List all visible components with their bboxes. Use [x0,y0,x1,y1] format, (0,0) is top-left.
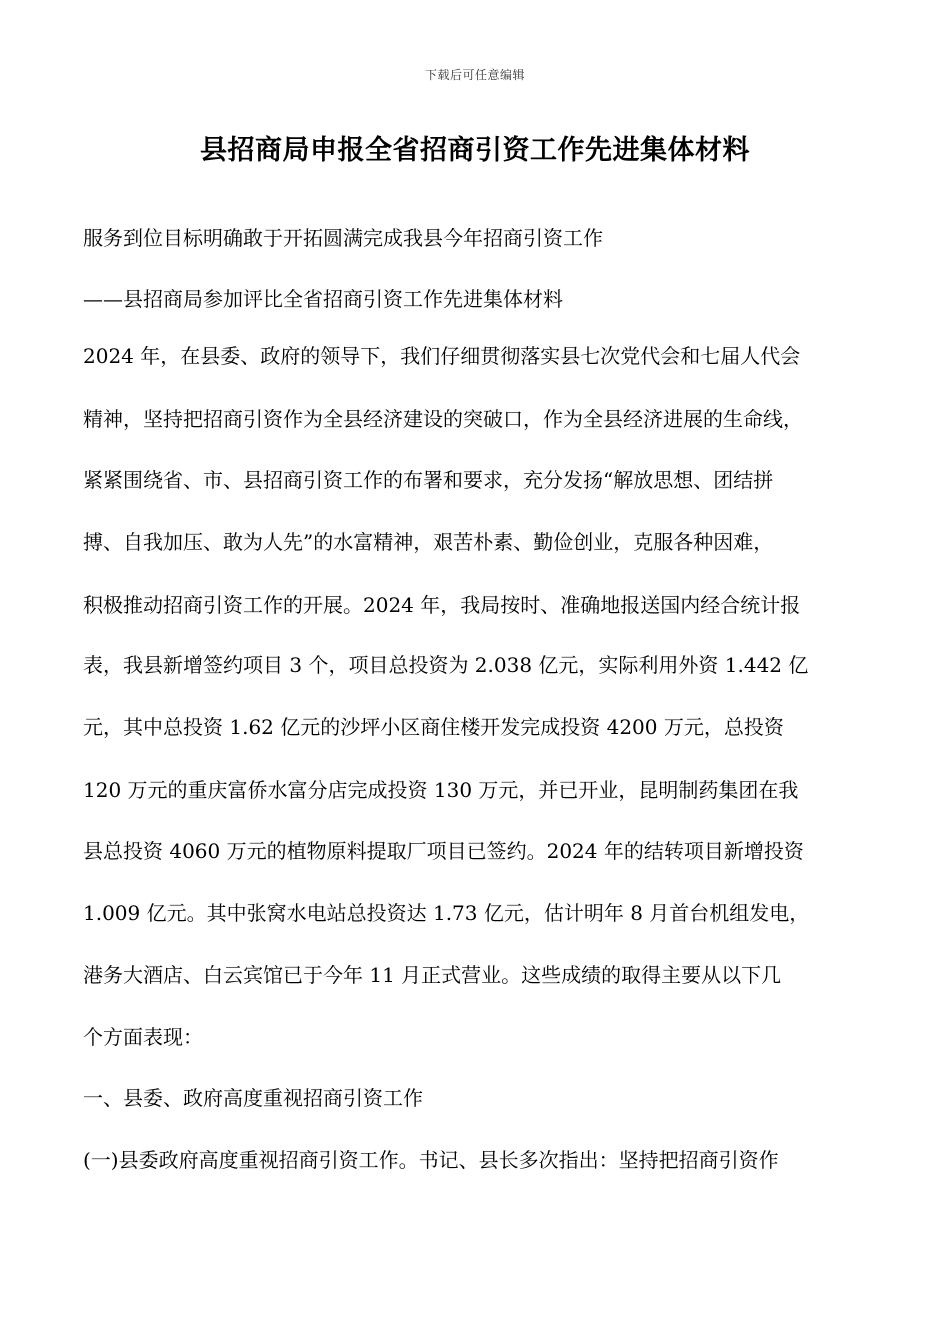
paragraph-line: 搏、自我加压、敢为人先”的水富精神，艰苦朴素、勤俭创业，克服各种因难， [83,530,774,554]
paragraph-line: 紧紧围绕省、市、县招商引资工作的布署和要求，充分发扬“解放思想、团结拼 [83,468,774,492]
subtitle-line-1: 服务到位目标明确敢于开拓圆满完成我县今年招商引资工作 [83,226,603,250]
section-item: (一)县委政府高度重视招商引资工作。书记、县长多次指出：坚持把招商引资作 [83,1148,779,1172]
section-heading: 一、县委、政府高度重视招商引资工作 [83,1086,423,1110]
document-title: 县招商局申报全省招商引资工作先进集体材料 [200,135,750,166]
paragraph-line: 表，我县新增签约项目 3 个，项目总投资为 2.038 亿元，实际利用外资 1.442 亿 [83,653,809,677]
paragraph-line: 元，其中总投资 1.62 亿元的沙坪小区商住楼开发完成投资 4200 万元，总投资 [83,715,784,739]
paragraph-line: 120 万元的重庆富侨水富分店完成投资 130 万元，并已开业，昆明制药集团在我 [83,778,799,802]
paragraph-line: 1.009 亿元。其中张窝水电站总投资达 1.73 亿元，估计明年 8 月首台机组发电， [83,901,810,925]
paragraph-line: 2024 年，在县委、政府的领导下，我们仔细贯彻落实县七次党代会和七届人代会 [83,344,801,368]
paragraph-line: 县总投资 4060 万元的植物原料提取厂项目已签约。2024 年的结转项目新增投资 [83,839,804,863]
paragraph-line: 个方面表现： [83,1025,203,1049]
paragraph-line: 精神，坚持把招商引资作为全县经济建设的突破口，作为全县经济进展的生命线， [83,407,803,431]
paragraph-line: 港务大酒店、白云宾馆已于今年 11 月正式营业。这些成绩的取得主要从以下几 [83,963,782,987]
paragraph-line: 积极推动招商引资工作的开展。2024 年，我局按时、准确地报送国内经合统计报 [83,593,801,617]
subtitle-line-2: ——县招商局参加评比全省招商引资工作先进集体材料 [83,287,563,311]
watermark-text: 下载后可任意编辑 [424,68,525,82]
